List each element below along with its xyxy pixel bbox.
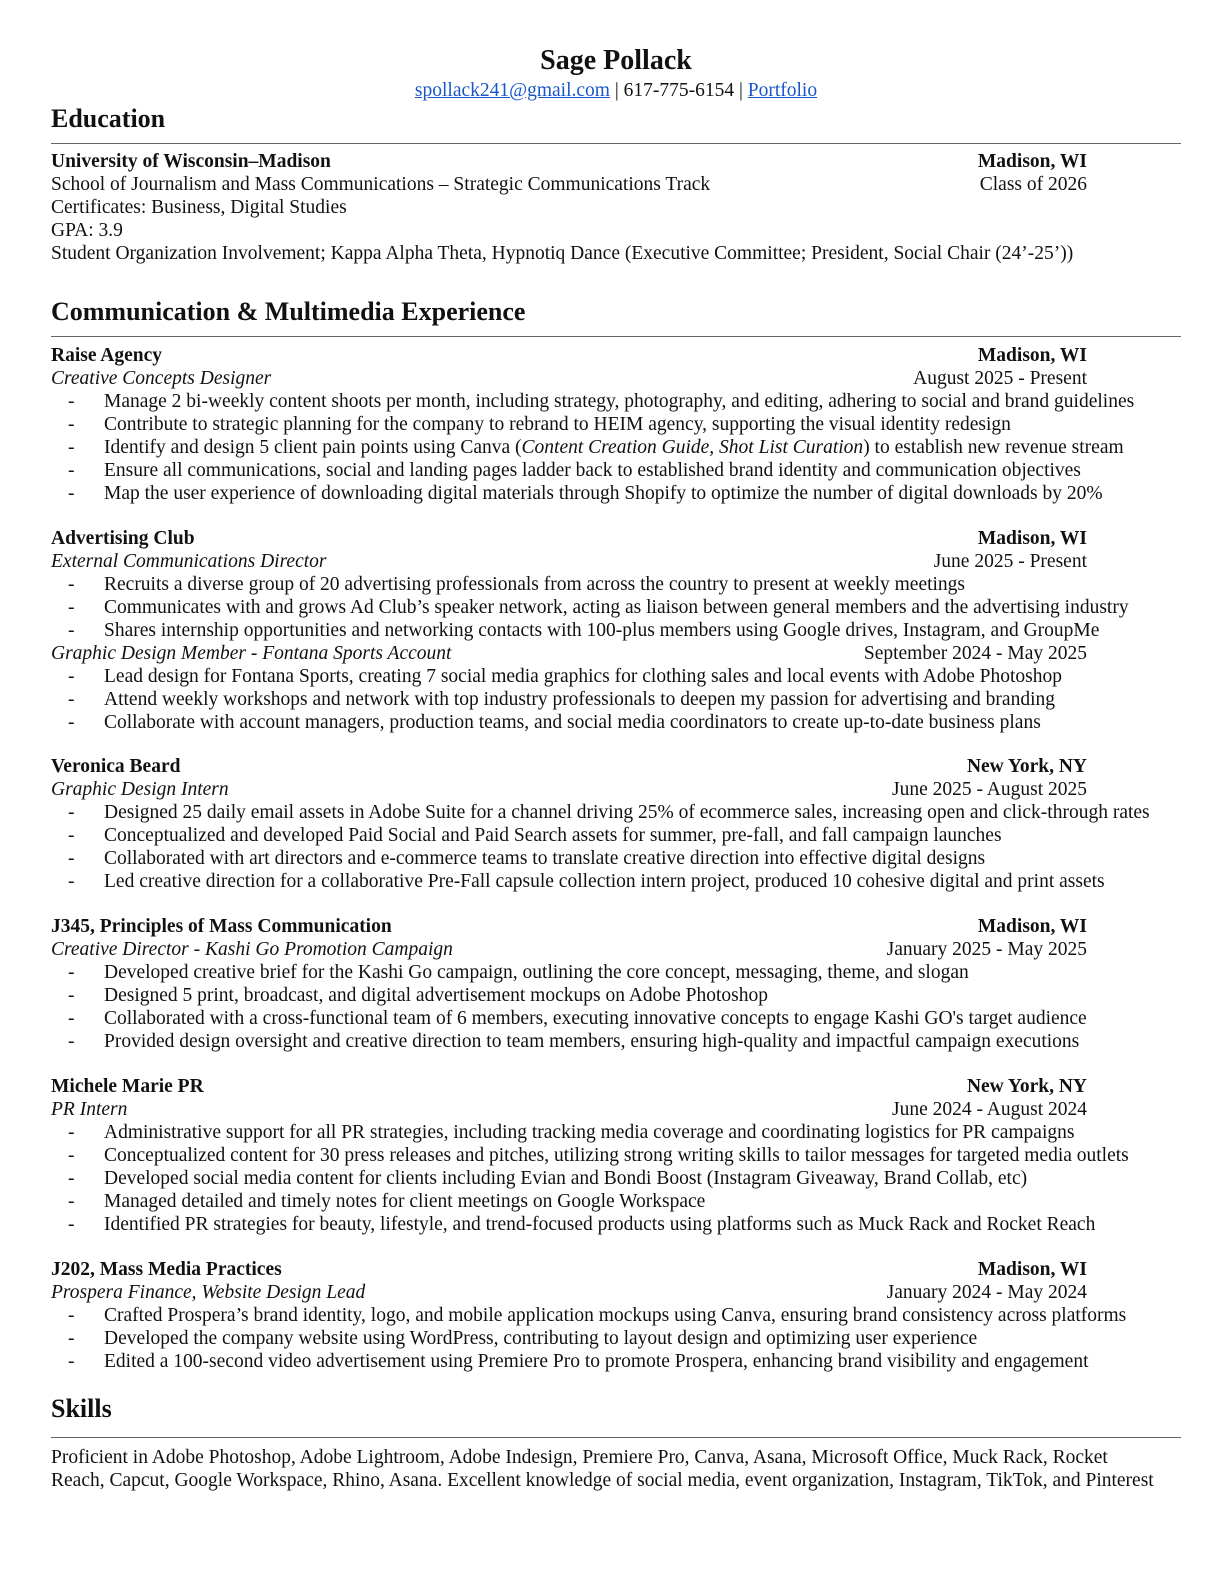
role-dates: January 2024 - May 2024 [886,1282,1087,1303]
bullet-dash: - [68,437,75,458]
bullet-dash: - [68,962,75,983]
program-text: School of Journalism and Mass Communications – Strategic Communications Track [51,174,711,195]
org-location: Madison, WI [977,916,1087,937]
bullet-text: Conceptualized and developed Paid Social and Paid Search assets for summer, pre-fall, and fall campaign launches [104,825,1002,846]
bullet-text: Managed detailed and timely notes for client meetings on Google Workspace [104,1191,706,1212]
role-dates: January 2025 - May 2025 [886,939,1087,960]
bullet-text: Developed creative brief for the Kashi Go campaign, outlining the core concept, messaging, theme, and slogan [104,962,969,983]
bullet-text: Map the user experience of downloading digital materials through Shopify to optimize the number of digital downloads by 20% [104,483,1103,504]
bullet-text-post: ) to establish new revenue stream [863,437,1124,458]
entry-advertising-club [51,527,1181,734]
bullet-dash: - [68,483,75,504]
bullet-text: Communicates with and grows Ad Club’s speaker network, acting as liaison between general members and the advertising industry [104,597,1129,618]
role-title: Graphic Design Member - Fontana Sports Account [51,643,452,664]
bullet-text: Provided design oversight and creative direction to team members, ensuring high-quality and impactful campaign executions [104,1031,1080,1052]
bullet-dash: - [68,825,75,846]
org-location: New York, NY [966,1076,1087,1097]
bullet-item [51,596,1181,619]
bullet-item [51,801,1181,824]
entry-j202 [51,1258,1181,1373]
org-name: J202, Mass Media Practices [51,1259,282,1280]
education-heading: Education [51,104,166,133]
gpa-text: GPA: 3.9 [51,220,123,241]
role-title: Graphic Design Intern [51,779,229,800]
bullet-item [51,619,1181,642]
bullet-text: Ensure all communications, social and landing pages ladder back to established brand identity and communication objectives [104,460,1081,481]
role-dates: June 2025 - Present [933,551,1087,572]
org-name: Raise Agency [51,345,163,366]
bullet-dash: - [68,1305,75,1326]
bullet-item [51,961,1181,984]
bullet-text: Designed 5 print, broadcast, and digital advertisement mockups on Adobe Photoshop [104,985,768,1006]
role-title: External Communications Director [51,551,327,572]
bullet-item [51,482,1181,505]
bullet-item [51,1190,1181,1213]
bullet-text: Administrative support for all PR strategies, including tracking media coverage and coordinating logistics for PR campaigns [104,1122,1075,1143]
school-location: Madison, WI [977,151,1087,172]
phone-text: | 617-775-6154 | [609,80,748,101]
bullet-dash: - [68,666,75,687]
org-location: Madison, WI [977,345,1087,366]
role-title: Creative Concepts Designer [51,368,272,389]
org-name: Michele Marie PR [51,1076,204,1097]
org-location: New York, NY [966,756,1087,777]
bullet-dash: - [68,1191,75,1212]
bullet-item [51,1144,1181,1167]
bullet-dash: - [68,620,75,641]
bullet-text: Shares internship opportunities and networking contacts with 100-plus members using Google drives, Instagram, and GroupMe [104,620,1100,641]
bullet-item [51,711,1181,734]
education-block [51,150,1181,265]
bullet-dash: - [68,1122,75,1143]
org-name: Veronica Beard [51,756,181,777]
bullet-text: Developed the company website using WordPress, contributing to layout design and optimizing user experience [104,1328,978,1349]
role-title: Creative Director - Kashi Go Promotion Campaign [51,939,453,960]
bullet-dash: - [68,802,75,823]
bullet-item [51,1350,1181,1373]
education-rule [51,143,1181,144]
bullet-text [104,436,1124,459]
bullet-dash: - [68,985,75,1006]
bullet-dash: - [68,1328,75,1349]
skills-text: Proficient in Adobe Photoshop, Adobe Lightroom, Adobe Indesign, Premiere Pro, Canva, Asana, Microsoft Office, Muck Rack, Rocket Reach, Capcut, Google Workspace, Rhino, Asana. Excellent knowledge of social media, event organization, Instagram, TikTok, and Pinterest [51,1447,1154,1491]
bullet-text: Developed social media content for clients including Evian and Bondi Boost (Instagram Giveaway, Brand Collab, etc) [104,1168,1028,1189]
org-location: Madison, WI [977,1259,1087,1280]
bullet-text: Lead design for Fontana Sports, creating 7 social media graphics for clothing sales and local events with Adobe Photoshop [104,666,1062,687]
bullet-dash: - [68,1008,75,1029]
org-name: Advertising Club [51,528,195,549]
experience-heading: Communication & Multimedia Experience [51,297,526,326]
bullet-item [51,390,1181,413]
org-name: J345, Principles of Mass Communication [51,916,392,937]
entry-raise-agency [51,344,1181,505]
role-title: Prospera Finance, Website Design Lead [51,1282,366,1303]
bullet-item [51,1030,1181,1053]
entry-j345 [51,915,1181,1053]
bullet-dash: - [68,1168,75,1189]
org-location: Madison, WI [977,528,1087,549]
bullet-item [51,1167,1181,1190]
bullet-item [51,1327,1181,1350]
bullet-dash: - [68,391,75,412]
bullet-text: Collaborated with a cross-functional team of 6 members, executing innovative concepts to engage Kashi GO's target audience [104,1008,1087,1029]
bullet-text: Collaborated with art directors and e-commerce teams to translate creative direction into effective digital designs [104,848,986,869]
bullet-dash: - [68,848,75,869]
bullet-item [51,688,1181,711]
bullet-text: Manage 2 bi-weekly content shoots per month, including strategy, photography, and editing, adhering to social and brand guidelines [104,391,1135,412]
bullet-text: Identified PR strategies for beauty, lifestyle, and trend-focused products using platforms such as Muck Rack and Rocket Reach [104,1214,1096,1235]
role-dates: September 2024 - May 2025 [863,643,1087,664]
bullet-dash: - [68,1145,75,1166]
role-title: PR Intern [51,1099,128,1120]
bullet-item [51,459,1181,482]
bullet-dash: - [68,689,75,710]
bullet-text: Led creative direction for a collaborative Pre-Fall capsule collection intern project, produced 10 cohesive digital and print assets [104,871,1105,892]
bullet-text: Contribute to strategic planning for the company to rebrand to HEIM agency, supporting the visual identity redesign [104,414,1011,435]
class-year: Class of 2026 [979,174,1087,195]
bullet-item [51,1304,1181,1327]
entry-michele-marie-pr [51,1075,1181,1236]
bullet-item [51,436,1181,459]
bullet-text: Collaborate with account managers, production teams, and social media coordinators to create up-to-date business plans [104,712,1041,733]
bullet-dash: - [68,1214,75,1235]
entry-veronica-beard [51,755,1181,893]
bullet-dash: - [68,871,75,892]
contact-line [51,78,1181,104]
bullet-item [51,665,1181,688]
involvement-text: Student Organization Involvement; Kappa Alpha Theta, Hypnotiq Dance (Executive Committee; President, Social Chair (24’-25’)) [51,243,1074,264]
bullet-item [51,984,1181,1007]
bullet-text: Attend weekly workshops and network with top industry professionals to deepen my passion for advertising and branding [104,689,1055,710]
bullet-dash: - [68,1351,75,1372]
bullet-dash: - [68,460,75,481]
role-dates: June 2024 - August 2024 [892,1099,1087,1120]
bullet-item [51,1121,1181,1144]
bullet-item [51,824,1181,847]
portfolio-link[interactable]: Portfolio [747,80,818,101]
bullet-item [51,1007,1181,1030]
bullet-text: Conceptualized content for 30 press releases and pitches, utilizing strong writing skills to tailor messages for targeted media outlets [104,1145,1129,1166]
role-dates: August 2025 - Present [913,368,1087,389]
school-name: University of Wisconsin–Madison [51,151,331,172]
bullet-dash: - [68,414,75,435]
certificates-text: Certificates: Business, Digital Studies [51,197,347,218]
bullet-item [51,847,1181,870]
bullet-item [51,870,1181,893]
email-link[interactable]: spollack241@gmail.com [414,80,610,101]
bullet-dash: - [68,597,75,618]
bullet-item [51,573,1181,596]
bullet-text: Recruits a diverse group of 20 advertising professionals from across the country to present at weekly meetings [104,574,966,595]
skills-heading: Skills [51,1394,112,1423]
bullet-item [51,413,1181,436]
bullet-text: Designed 25 daily email assets in Adobe Suite for a channel driving 25% of ecommerce sales, increasing open and click-through rates [104,802,1150,823]
experience-rule [51,336,1181,337]
bullet-text-italic: Content Creation Guide, Shot List Curation [521,437,864,458]
bullet-dash: - [68,1031,75,1052]
bullet-item [51,1213,1181,1236]
bullet-text-pre: Identify and design 5 client pain points using Canva ( [104,437,522,458]
skills-rule [51,1437,1181,1438]
bullet-text: Edited a 100-second video advertisement using Premiere Pro to promote Prospera, enhancing brand visibility and engagement [104,1351,1089,1372]
bullet-dash: - [68,574,75,595]
bullet-text: Crafted Prospera’s brand identity, logo, and mobile application mockups using Canva, ensuring brand consistency across platforms [104,1305,1127,1326]
role-dates: June 2025 - August 2025 [892,779,1087,800]
bullet-dash: - [68,712,75,733]
skills-block [51,1446,1181,1492]
candidate-name: Sage Pollack [540,45,692,76]
